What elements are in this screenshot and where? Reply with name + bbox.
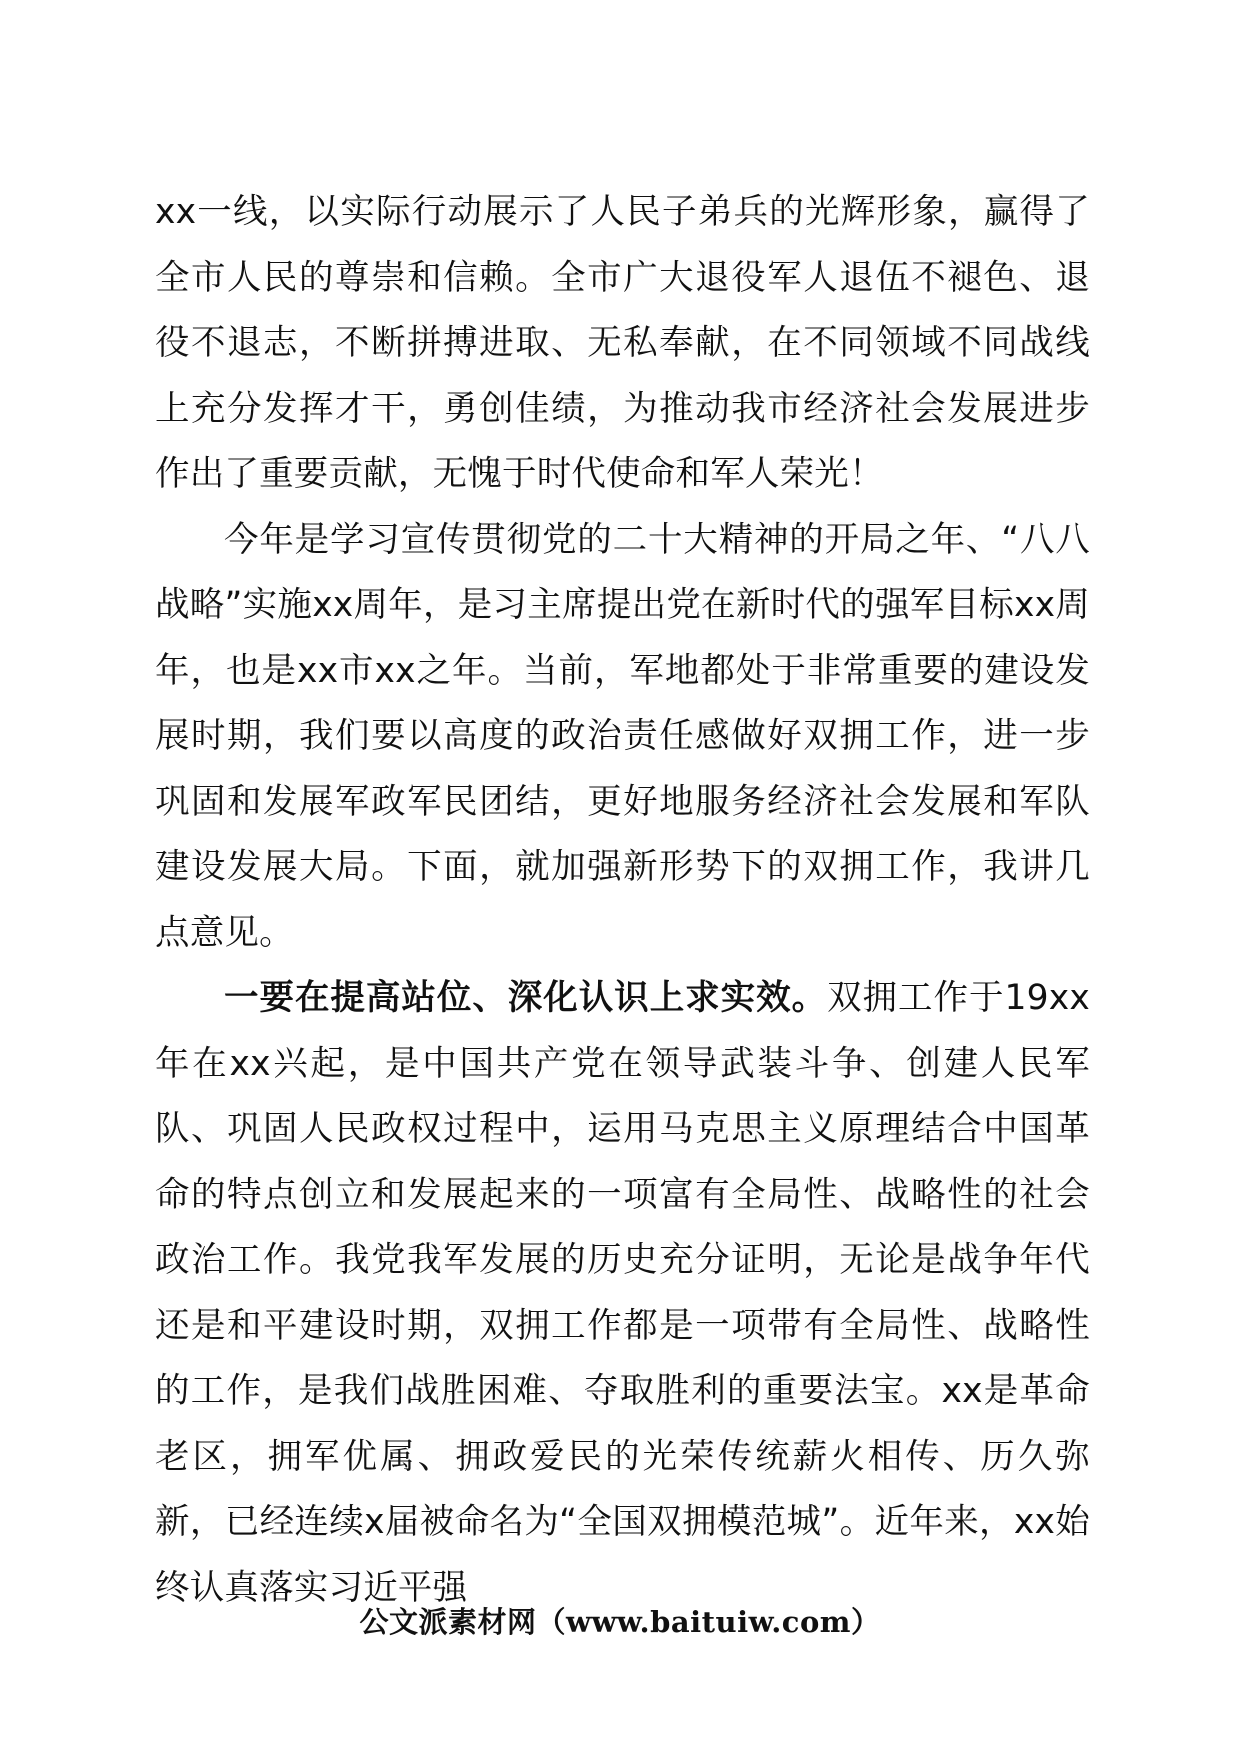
paragraph-2: 今年是学习宣传贯彻党的二十大精神的开局之年、“八八战略”实施xx周年，是习主席提出党在新时代的强军目标xx周年，也是xx市xx之年。当前，军地都处于非常重要的建设发展时期，我们要以高度的政治责任感做好双拥工作，进一步巩固和发展军政军民团结，更好地服务经济社会发展和军队建设发展大局。下面，就加强新形势下的双拥工作，我讲几点意见。 <box>155 519 1090 953</box>
paragraph-1: xx一线，以实际行动展示了人民子弟兵的光辉形象，赢得了全市人民的尊崇和信赖。全市广大退役军人退伍不褪色、退役不退志，不断拼搏进取、无私奉献，在不同领域不同战线上充分发挥才干，勇创佳绩，为推动我市经济社会发展进步作出了重要贡献，无愧于时代使命和军人荣光！ <box>155 192 1090 494</box>
paragraph-3-heading: 一要在提高站位、深化认识上求实效。 <box>224 978 828 1018</box>
paragraph-3-text: 双拥工作于19xx年在xx兴起，是中国共产党在领导武装斗争、创建人民军队、巩固人民政权过程中，运用马克思主义原理结合中国革命的特点创立和发展起来的一项富有全局性、战略性的社会政治工作。我党我军发展的历史充分证明，无论是战争年代还是和平建设时期，双拥工作都是一项带有全局性、战略性的工作，是我们战胜困难、夺取胜利的重要法宝。xx是革命老区，拥军优属、拥政爱民的光荣传统薪火相传、历久弥新，已经连续x届被命名为“全国双拥模范城”。近年来，xx始终认真落实习近平强 <box>155 978 1090 1608</box>
document-body <box>155 180 1090 1621</box>
paragraph-3 <box>155 966 1090 1621</box>
footer-watermark: 公文派素材网（www.baituiw.com） <box>359 1605 881 1639</box>
